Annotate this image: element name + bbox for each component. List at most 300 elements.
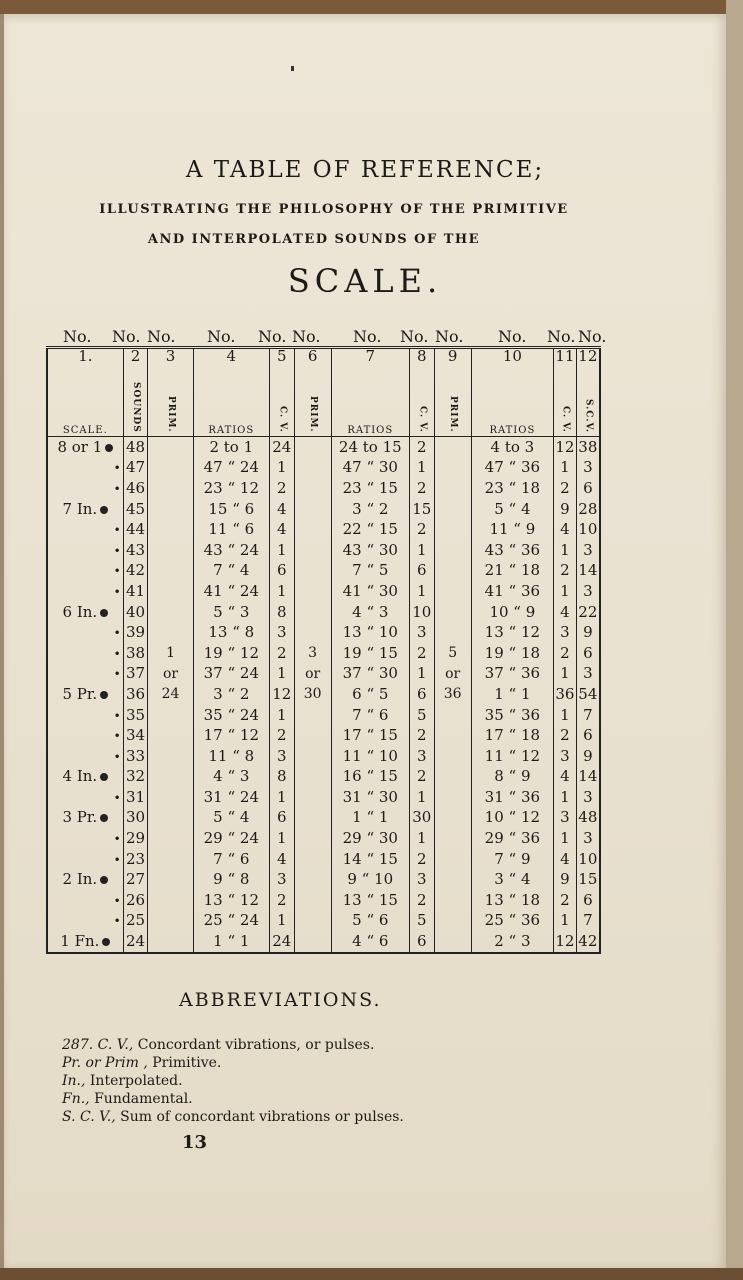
dot-icon: • — [113, 832, 121, 847]
prim-cell — [434, 478, 471, 499]
scv-cell: 42 — [576, 931, 600, 953]
scv-cell: 6 — [576, 478, 600, 499]
sounds-head-text: SOUNDS — [131, 382, 142, 433]
scale-label-cell — [47, 725, 123, 746]
ratio-cell: 47 “ 36 — [471, 458, 553, 479]
sound-cell: 43 — [123, 540, 148, 561]
prim-cell — [294, 458, 331, 479]
prim-cell: 24 — [148, 684, 193, 705]
ratio-cell: 3 “ 2 — [331, 499, 409, 520]
dot-icon: • — [113, 481, 121, 496]
ratio-cell: 29 “ 30 — [331, 828, 409, 849]
cv-cell: 1 — [269, 911, 294, 932]
ratio-cell: 37 “ 36 — [471, 664, 553, 685]
ratio-cell: 2 “ 3 — [471, 931, 553, 953]
table-row — [47, 808, 600, 829]
table-row — [47, 643, 600, 664]
prim-cell: or — [148, 664, 193, 685]
table-row — [47, 725, 600, 746]
table-row — [47, 787, 600, 808]
ratio-cell: 35 “ 24 — [193, 705, 269, 726]
cv-cell: 2 — [269, 478, 294, 499]
no-header: No. — [435, 327, 464, 346]
ratio-cell: 25 “ 24 — [193, 911, 269, 932]
ratio-cell: 5 “ 4 — [193, 808, 269, 829]
scale-label-cell — [47, 684, 123, 705]
prim-head-text: PRIM. — [448, 396, 459, 433]
ratio-cell: 11 “ 9 — [471, 519, 553, 540]
ratio-cell: 1 “ 1 — [471, 684, 553, 705]
scv-cell: 38 — [576, 437, 600, 458]
column-head-row — [47, 364, 600, 437]
cv-cell: 6 — [269, 808, 294, 829]
ratio-cell: 43 “ 24 — [193, 540, 269, 561]
table-row — [47, 437, 600, 458]
cv-cell: 1 — [554, 664, 577, 685]
cv-head — [554, 364, 577, 437]
cv-cell: 3 — [409, 746, 434, 767]
prim-cell — [434, 725, 471, 746]
ratio-cell: 29 “ 36 — [471, 828, 553, 849]
ratio-cell: 25 “ 36 — [471, 911, 553, 932]
prim-cell — [434, 746, 471, 767]
no-header: No. — [400, 327, 429, 346]
cv-cell: 36 — [555, 684, 575, 703]
no-header: No. — [498, 327, 527, 346]
ratio-cell: 21 “ 18 — [471, 561, 553, 582]
cv-cell: 3 — [554, 746, 577, 767]
scv-cell: 48 — [576, 808, 600, 829]
prim-cell — [434, 622, 471, 643]
ratios-head: RATIOS — [193, 364, 269, 437]
ratios-head: RATIOS — [331, 364, 409, 437]
prim-head-text: PRIM. — [166, 396, 177, 433]
cv-cell: 3 — [554, 622, 577, 643]
cv-cell: 1 — [409, 458, 434, 479]
prim-cell — [294, 869, 331, 890]
prim-cell: 5 — [434, 643, 471, 664]
ratio-cell: 13 “ 15 — [331, 890, 409, 911]
note-head-icon — [100, 773, 108, 781]
dot-icon: • — [113, 461, 121, 476]
prim-cell — [294, 911, 331, 932]
prim-cell — [148, 849, 193, 870]
scv-cell: 6 — [576, 890, 600, 911]
table-row — [47, 581, 600, 602]
dot-icon: • — [113, 667, 121, 682]
sound-cell: 33 — [123, 746, 148, 767]
prim-cell — [148, 767, 193, 788]
dot-icon: • — [113, 708, 121, 723]
dot-icon: • — [113, 564, 121, 579]
ratio-cell: 23 “ 15 — [331, 478, 409, 499]
cv-cell: 1 — [554, 458, 577, 479]
prim-cell — [294, 622, 331, 643]
prim-cell — [434, 519, 471, 540]
scv-cell: 54 — [576, 684, 600, 705]
dot-icon: • — [113, 852, 121, 867]
ratio-cell: 8 “ 9 — [471, 767, 553, 788]
cv-cell: 2 — [269, 890, 294, 911]
table-row — [47, 849, 600, 870]
column-number: 11 — [555, 347, 575, 364]
prim-cell — [434, 540, 471, 561]
ratio-cell: 23 “ 18 — [471, 478, 553, 499]
scale-label-cell — [47, 890, 123, 911]
prim-cell — [294, 581, 331, 602]
column-number: 8 — [409, 348, 434, 365]
table-row — [47, 519, 600, 540]
prim-cell — [148, 869, 193, 890]
cv-cell: 24 — [269, 931, 294, 953]
no-header: No. — [353, 327, 382, 346]
cv-cell: 2 — [409, 890, 434, 911]
prim-cell: 1 — [148, 643, 193, 664]
scv-cell: 9 — [576, 622, 600, 643]
sound-cell: 47 — [123, 458, 148, 479]
prim-cell — [434, 828, 471, 849]
dot-icon: • — [113, 893, 121, 908]
note-head-icon — [100, 814, 108, 822]
prim-cell — [294, 705, 331, 726]
table-row — [47, 890, 600, 911]
ratio-cell: 19 “ 18 — [471, 643, 553, 664]
prim-cell — [434, 890, 471, 911]
no-header: No. — [63, 327, 92, 346]
table-row — [47, 458, 600, 479]
scale-label-cell — [47, 911, 123, 932]
cv-cell: 24 — [269, 437, 294, 458]
ratio-cell: 14 “ 15 — [331, 849, 409, 870]
abbreviation-text: Sum of concordant vibrations or pulses. — [120, 1109, 404, 1125]
prim-cell — [294, 437, 331, 458]
prim-cell: or — [434, 664, 471, 685]
scale-label-cell — [47, 540, 123, 561]
abbreviation-key: Fn., — [62, 1091, 90, 1107]
prim-cell — [434, 458, 471, 479]
scv-cell: 3 — [576, 581, 600, 602]
no-header: No. — [147, 327, 176, 346]
cv-cell: 1 — [269, 664, 294, 685]
prim-cell: 3 — [294, 643, 331, 664]
cv-cell: 3 — [409, 622, 434, 643]
ratio-cell: 31 “ 24 — [193, 787, 269, 808]
prim-cell — [294, 519, 331, 540]
prim-cell — [148, 725, 193, 746]
cv-cell: 2 — [554, 890, 577, 911]
dot-icon: • — [113, 749, 121, 764]
sound-cell: 24 — [123, 931, 148, 953]
scv-cell: 14 — [576, 767, 600, 788]
ratio-cell: 4 “ 3 — [331, 602, 409, 623]
prim-cell: or — [294, 664, 331, 685]
prim-cell — [434, 787, 471, 808]
abbreviation-text: Concordant vibrations, or pulses. — [137, 1037, 375, 1053]
scv-cell: 6 — [576, 643, 600, 664]
sound-cell: 46 — [123, 478, 148, 499]
ratio-cell: 11 “ 12 — [471, 746, 553, 767]
cv-cell: 1 — [409, 664, 434, 685]
sound-cell: 31 — [123, 787, 148, 808]
ratio-cell: 15 “ 6 — [193, 499, 269, 520]
cv-cell: 2 — [554, 643, 577, 664]
sound-cell: 23 — [123, 849, 148, 870]
abbreviation-line — [62, 1109, 404, 1125]
prim-cell — [294, 602, 331, 623]
table-row — [47, 767, 600, 788]
prim-cell — [148, 581, 193, 602]
scale-label-cell — [47, 869, 123, 890]
cv-cell: 8 — [269, 602, 294, 623]
cv-cell: 2 — [409, 643, 434, 664]
ratio-cell: 47 “ 30 — [331, 458, 409, 479]
prim-cell: 30 — [294, 684, 331, 705]
cv-cell: 2 — [554, 725, 577, 746]
column-number: 12 — [576, 348, 600, 365]
scale-label: 2 In. — [62, 870, 98, 889]
ratio-cell: 3 “ 2 — [193, 684, 269, 705]
no-header: No. — [547, 327, 576, 346]
scv-cell: 3 — [576, 828, 600, 849]
cv-cell: 1 — [409, 787, 434, 808]
cv-cell: 5 — [409, 911, 434, 932]
scv-cell: 15 — [576, 869, 600, 890]
ratio-cell: 41 “ 36 — [471, 581, 553, 602]
no-header: No. — [292, 327, 321, 346]
ratio-cell: 47 “ 24 — [193, 458, 269, 479]
sound-cell: 36 — [123, 684, 148, 705]
sound-cell: 44 — [123, 519, 148, 540]
prim-cell — [294, 828, 331, 849]
prim-cell — [148, 828, 193, 849]
scv-cell: 7 — [576, 911, 600, 932]
scale-head: SCALE. — [47, 364, 123, 437]
prim-cell — [294, 540, 331, 561]
cv-cell: 15 — [409, 499, 434, 520]
cv-cell: 1 — [269, 705, 294, 726]
prim-cell — [294, 890, 331, 911]
ratio-cell: 23 “ 12 — [193, 478, 269, 499]
abbreviation-key: S. C. V., — [62, 1109, 116, 1125]
cv-cell: 1 — [269, 458, 294, 479]
ratio-cell: 17 “ 12 — [193, 725, 269, 746]
abbreviation-text: Interpolated. — [89, 1073, 183, 1089]
scv-cell: 3 — [576, 458, 600, 479]
ratio-cell: 4 “ 6 — [331, 931, 409, 953]
ratio-cell: 7 “ 9 — [471, 849, 553, 870]
cv-cell: 2 — [409, 437, 434, 458]
ratio-cell: 13 “ 8 — [193, 622, 269, 643]
prim-cell — [148, 931, 193, 953]
cv-cell: 8 — [269, 767, 294, 788]
ratio-cell: 9 “ 8 — [193, 869, 269, 890]
prim-cell — [434, 705, 471, 726]
ratio-cell: 13 “ 12 — [471, 622, 553, 643]
ratio-cell: 10 “ 12 — [471, 808, 553, 829]
scv-cell: 10 — [576, 849, 600, 870]
scv-cell: 28 — [576, 499, 600, 520]
ratio-cell: 17 “ 15 — [331, 725, 409, 746]
note-head-icon — [100, 876, 108, 884]
cv-cell: 1 — [554, 911, 577, 932]
cv-cell: 2 — [269, 725, 294, 746]
ratio-cell: 4 to 3 — [471, 437, 553, 458]
scale-label-cell — [47, 664, 123, 685]
scale-label-cell — [47, 828, 123, 849]
prim-cell — [148, 458, 193, 479]
prim-cell — [294, 499, 331, 520]
scale-label-cell — [47, 458, 123, 479]
prim-cell — [148, 540, 193, 561]
note-head-icon — [100, 506, 108, 514]
scv-cell: 10 — [576, 519, 600, 540]
sound-cell: 39 — [123, 622, 148, 643]
table-row — [47, 561, 600, 582]
dot-icon: • — [113, 729, 121, 744]
abbreviation-line — [62, 1073, 183, 1089]
book-page — [4, 14, 726, 1268]
sound-cell: 27 — [123, 869, 148, 890]
ratio-cell: 11 “ 8 — [193, 746, 269, 767]
dot-icon: • — [113, 790, 121, 805]
table-row — [47, 664, 600, 685]
ratio-cell: 5 “ 3 — [193, 602, 269, 623]
scv-cell: 7 — [576, 705, 600, 726]
column-number: 7 — [331, 348, 409, 365]
scale-label-cell — [47, 581, 123, 602]
scale-label: 8 or 1 — [57, 437, 103, 456]
ratios-head: RATIOS — [471, 364, 553, 437]
cv-cell: 6 — [409, 931, 434, 953]
table-row — [47, 540, 600, 561]
cv-cell: 3 — [269, 746, 294, 767]
cv-cell: 3 — [409, 869, 434, 890]
scale-label: 1 Fn. — [60, 932, 100, 951]
cv-cell: 4 — [269, 849, 294, 870]
sound-cell: 45 — [123, 499, 148, 520]
column-number-row — [47, 348, 600, 365]
no-header: No. — [112, 327, 141, 346]
prim-head — [294, 364, 331, 437]
cv-cell: 2 — [409, 849, 434, 870]
cv-cell: 2 — [554, 561, 577, 582]
scv-head — [576, 364, 600, 437]
scale-label-cell — [47, 602, 123, 623]
column-number: 4 — [193, 348, 269, 365]
prim-cell — [294, 478, 331, 499]
ratio-cell: 10 “ 9 — [471, 602, 553, 623]
cv-cell: 2 — [554, 478, 577, 499]
prim-cell — [148, 437, 193, 458]
cv-cell: 4 — [554, 849, 577, 870]
column-number: 1. — [78, 347, 93, 364]
dot-icon: • — [113, 914, 121, 929]
cv-head — [409, 364, 434, 437]
prim-cell — [294, 561, 331, 582]
dot-icon: • — [113, 543, 121, 558]
table-row — [47, 746, 600, 767]
ratio-cell: 22 “ 15 — [331, 519, 409, 540]
prim-cell — [148, 499, 193, 520]
cv-cell: 2 — [409, 478, 434, 499]
abbreviation-key: Pr. or Prim , — [62, 1055, 148, 1071]
cv-cell: 1 — [554, 787, 577, 808]
ratio-cell: 7 “ 6 — [193, 849, 269, 870]
scale-label-cell — [47, 519, 123, 540]
table-row — [47, 869, 600, 890]
abbreviation-key: In., — [62, 1073, 86, 1089]
prim-cell — [148, 519, 193, 540]
prim-cell — [434, 808, 471, 829]
note-head-icon — [102, 938, 110, 946]
scv-cell: 14 — [576, 561, 600, 582]
prim-cell — [434, 911, 471, 932]
scale-label-cell — [47, 787, 123, 808]
scale-heading: SCALE. — [287, 262, 443, 300]
ratio-cell: 11 “ 10 — [331, 746, 409, 767]
cv-cell: 12 — [554, 931, 577, 953]
scale-label: 5 Pr. — [62, 684, 98, 703]
prim-cell — [434, 767, 471, 788]
dot-icon: • — [113, 584, 121, 599]
cv-cell: 1 — [409, 540, 434, 561]
abbreviation-text: Fundamental. — [94, 1091, 193, 1107]
ratio-cell: 13 “ 18 — [471, 890, 553, 911]
note-head-icon — [100, 691, 108, 699]
prim-cell — [434, 849, 471, 870]
subtitle-line-2: AND INTERPOLATED SOUNDS OF THE — [147, 232, 481, 247]
table-row — [47, 931, 600, 953]
table-row — [47, 602, 600, 623]
ratio-cell: 1 “ 1 — [331, 808, 409, 829]
page-number: 13 — [182, 1132, 208, 1153]
ink-mark — [291, 66, 294, 71]
abbreviation-key: 287. C. V., — [62, 1037, 134, 1053]
scale-label-cell — [47, 746, 123, 767]
ratio-cell: 13 “ 12 — [193, 890, 269, 911]
cv-cell: 1 — [554, 581, 577, 602]
prim-cell — [148, 808, 193, 829]
ratio-cell: 11 “ 6 — [193, 519, 269, 540]
prim-head — [434, 364, 471, 437]
dot-icon: • — [113, 646, 121, 661]
cv-cell: 4 — [554, 767, 577, 788]
table-row — [47, 499, 600, 520]
cv-cell: 4 — [269, 499, 294, 520]
scale-label-cell — [47, 643, 123, 664]
cv-head-text: C. V. — [277, 406, 288, 433]
cv-cell: 30 — [409, 808, 434, 829]
sound-cell: 30 — [123, 808, 148, 829]
sound-cell: 41 — [123, 581, 148, 602]
no-header: No. — [578, 327, 607, 346]
abbreviation-line — [62, 1055, 221, 1071]
dot-icon: • — [113, 523, 121, 538]
scale-label-cell — [47, 622, 123, 643]
ratio-cell: 41 “ 30 — [331, 581, 409, 602]
cv-cell: 3 — [269, 622, 294, 643]
sound-cell: 26 — [123, 890, 148, 911]
ratio-cell: 5 “ 6 — [331, 911, 409, 932]
sound-cell: 48 — [123, 437, 148, 458]
scale-label-cell — [47, 705, 123, 726]
scv-cell: 3 — [576, 664, 600, 685]
scale-label-cell — [47, 931, 123, 953]
prim-cell — [434, 437, 471, 458]
table-row — [47, 705, 600, 726]
cv-cell: 1 — [269, 787, 294, 808]
abbreviation-text: Primitive. — [152, 1055, 222, 1071]
